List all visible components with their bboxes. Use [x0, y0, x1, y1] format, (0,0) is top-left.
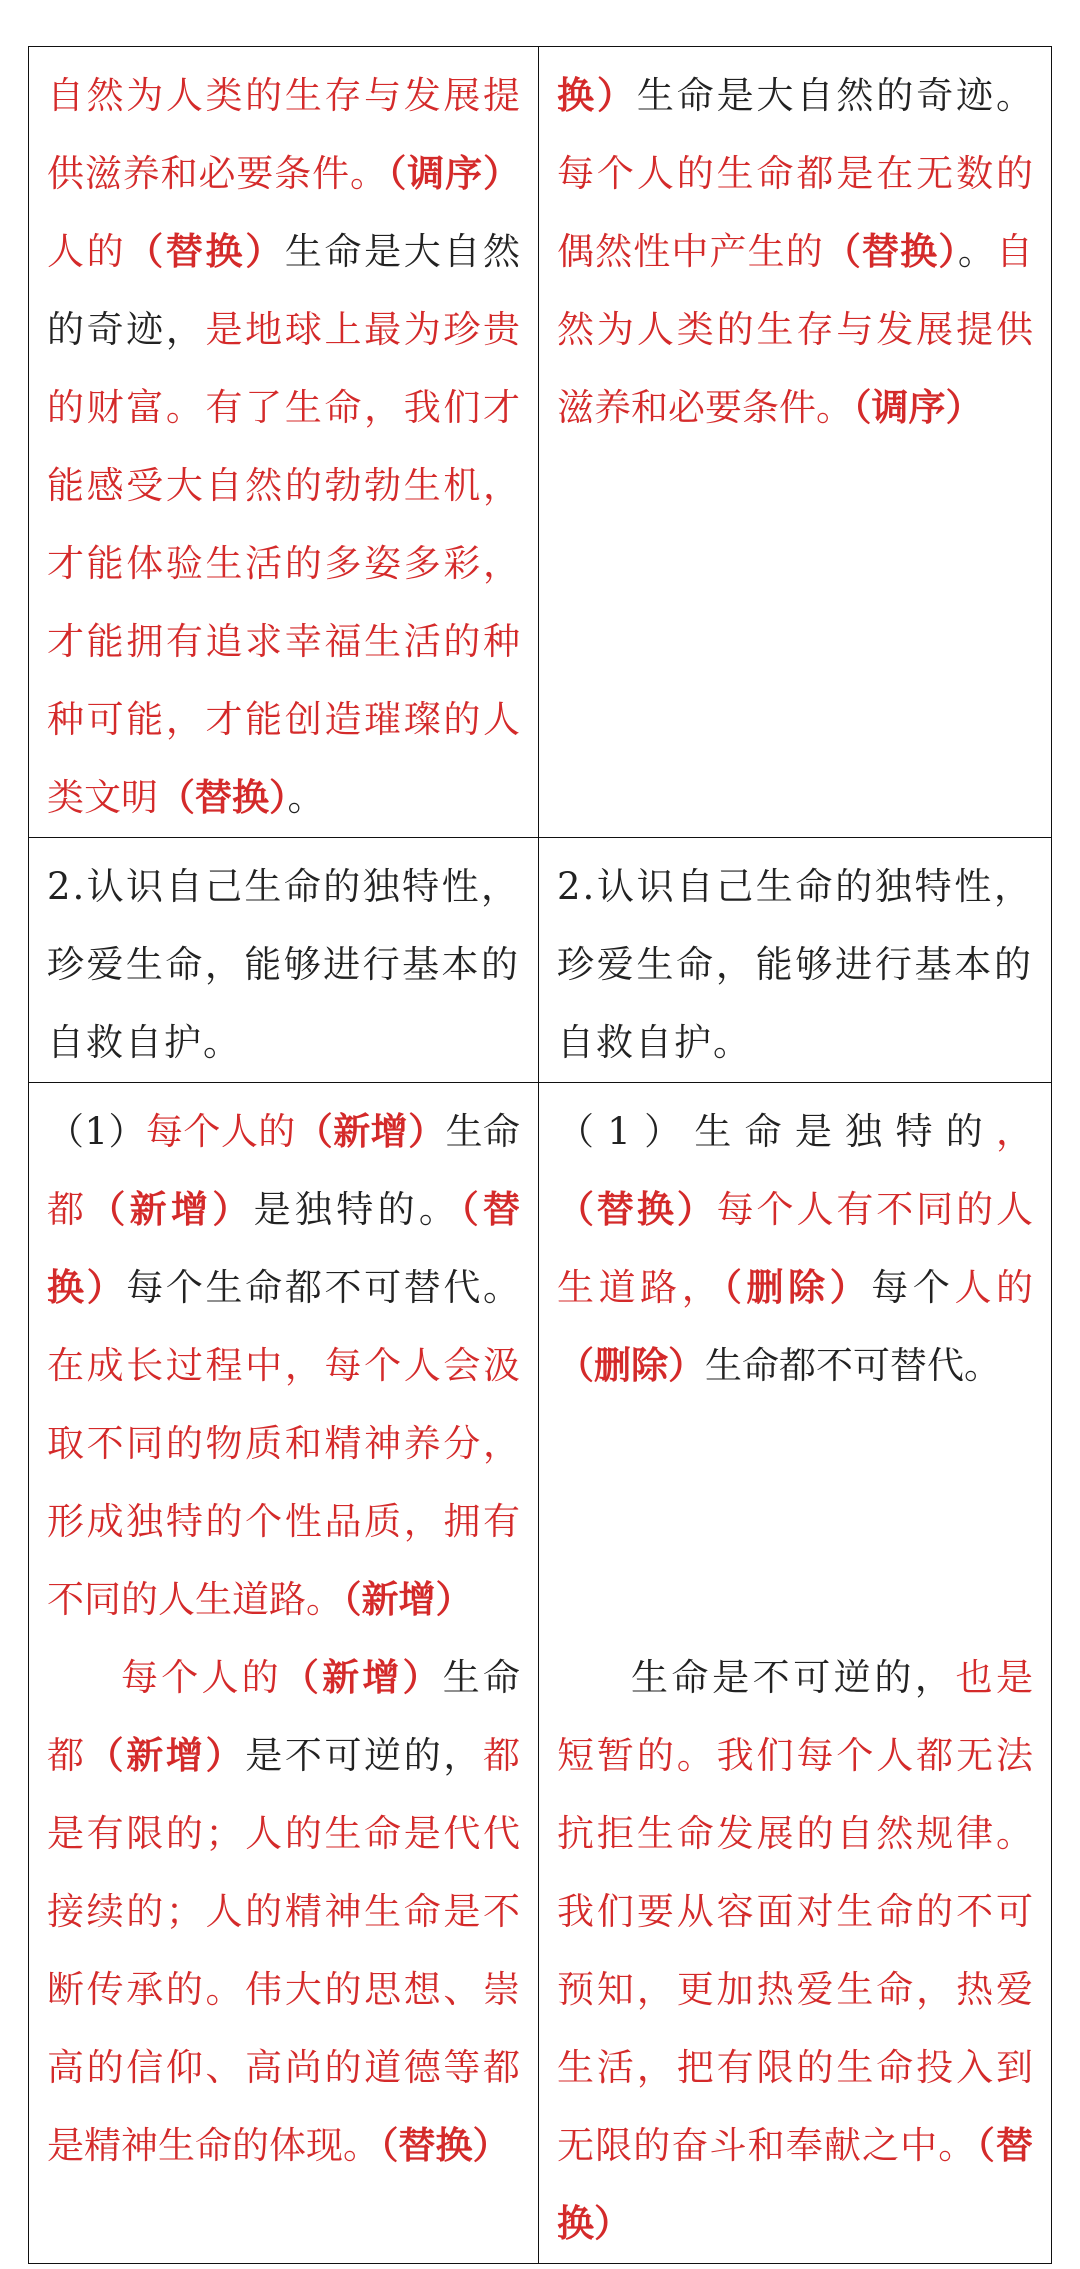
revision-tag: （新增） [88, 1188, 254, 1231]
row1-left-cell [29, 47, 539, 838]
revision-tag: （新增） [295, 1110, 446, 1153]
row2-left-text: 2.认识自己生命的独特性，珍爱生命，能够进行基本的自救自护。 [47, 865, 520, 1064]
text-run: 。 [957, 230, 996, 273]
row1-left-text [47, 74, 520, 819]
row3-left-paragraph-1 [47, 1110, 520, 1621]
revision-tag: 换） [557, 74, 637, 117]
blank-line [557, 1561, 1033, 1639]
text-run: 生命是大自然的奇迹。 [636, 74, 1034, 117]
text-run: ， [996, 1110, 1033, 1153]
revision-tag: （删除） [723, 1266, 872, 1309]
text-run: （1） [47, 1110, 146, 1153]
text-run: 是不可逆的， [245, 1734, 484, 1777]
text-run: 都 [47, 1188, 89, 1231]
blank-line [557, 1483, 1033, 1561]
text-run: 生命是大自然的奇迹， [47, 230, 521, 351]
revision-tag: （调序） [853, 386, 983, 429]
revision-tag: （删除） [557, 1344, 705, 1387]
comparison-table [28, 46, 1052, 2264]
revision-tag: （替换） [380, 2124, 510, 2167]
text-run: 每个 [871, 1266, 955, 1309]
text-run: 人的 [954, 1266, 1034, 1309]
revision-tag: （新增） [281, 1656, 443, 1699]
text-run: 生命是不可逆的， [631, 1656, 956, 1699]
text-run: 每个人的 [121, 1656, 282, 1699]
row2-right-text: 2.认识自己生命的独特性，珍爱生命，能够进行基本的自救自护。 [557, 865, 1033, 1064]
text-run: 都是有限的；人的生命是代代接续的；人的精神生命是不断传承的。伟大的思想、崇高的信仰、高尚的道德等都是精神生命的体现。 [47, 1734, 521, 2167]
row3-left-paragraph-2 [47, 1639, 520, 2185]
table-row [29, 47, 1052, 838]
row1-right-cell [539, 47, 1052, 838]
text-run: 。 [287, 776, 325, 819]
row3-right-paragraph-1 [557, 1093, 1033, 1405]
revision-tag: （新增） [86, 1734, 246, 1777]
text-run: 每个人的生命都是在无数的偶然性中产生的 [557, 152, 1033, 273]
revision-tag: （替换） [557, 2124, 1033, 2245]
row3-left-cell [29, 1083, 539, 2264]
text-run: 生命 [442, 1656, 521, 1699]
revision-tag: （替换） [158, 776, 288, 819]
text-run: 都 [47, 1734, 87, 1777]
revision-tag: （调序） [387, 152, 520, 195]
text-run: （1）生命是独特的 [557, 1110, 996, 1153]
text-run: 也是短暂的。我们每个人都无法抗拒生命发展的自然规律。我们要从容面对生命的不可预知，更加热爱生命，热爱生活，把有限的生命投入到无限的奋斗和奉献之中。 [557, 1656, 1034, 2167]
revision-tag: （替换） [47, 1188, 521, 1309]
row3-right-paragraph-2 [557, 1639, 1033, 2263]
row2-left-cell [29, 838, 539, 1083]
text-run: 是地球上最为珍贵的财富。有了生命，我们才能感受大自然的勃勃生机，才能体验生活的多姿多彩，才能拥有追求幸福生活的种种可能，才能创造璀璨的人类文明 [47, 308, 521, 819]
text-run: 生命都不可替代。 [705, 1344, 1001, 1387]
text-run: 在成长过程中，每个人会汲取不同的物质和精神养分，形成独特的个性品质，拥有不同的人生道路。 [47, 1344, 520, 1621]
revision-tag: （替换） [126, 230, 285, 273]
revision-tag: （替换） [823, 230, 958, 273]
text-run: 每个人的 [145, 1110, 296, 1153]
table-row [29, 1083, 1052, 2264]
row3-right-cell [539, 1083, 1052, 2264]
text-run: 生命 [445, 1110, 521, 1153]
table-row [29, 838, 1052, 1083]
blank-line [557, 1405, 1033, 1483]
text-run: 人的 [47, 230, 127, 273]
revision-tag: （替换） [557, 1188, 717, 1231]
text-run: 每个人有不同的人生道路， [557, 1188, 1034, 1309]
row2-right-cell [539, 838, 1052, 1083]
row1-right-text [557, 74, 1033, 429]
revision-tag: （新增） [343, 1578, 473, 1621]
text-run: 自然为人类的生存与发展提供滋养和必要条件。 [47, 74, 520, 195]
text-run: 每个生命都不可替代。 [126, 1266, 521, 1309]
text-run: 自然为人类的生存与发展提供滋养和必要条件。 [557, 230, 1033, 429]
text-run: 是独特的。 [253, 1188, 461, 1231]
